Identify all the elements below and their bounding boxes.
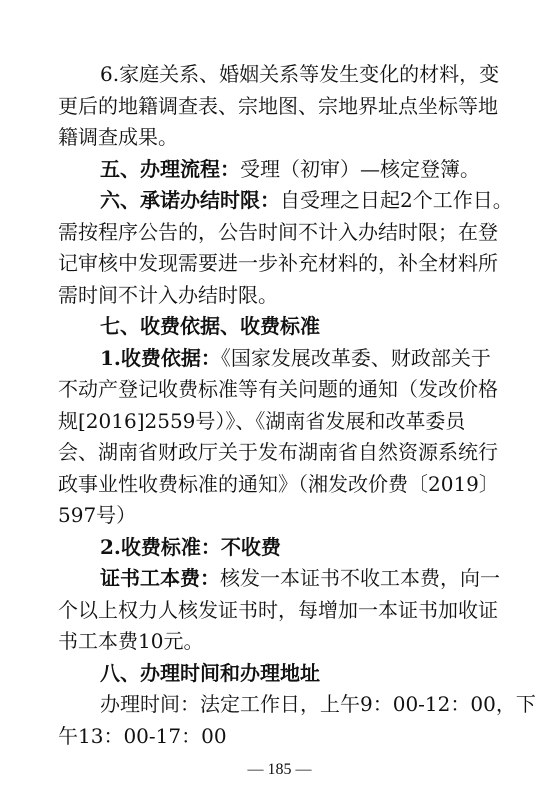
fee-basis-line-6: 597号） <box>58 503 137 527</box>
section-6-label: 六、承诺办结时限： <box>100 188 280 212</box>
section-5-label: 五、办理流程： <box>100 157 240 181</box>
certificate-fee-line-3: 书工本费10元。 <box>58 629 204 653</box>
paragraph-6-line-2: 更后的地籍调查表、宗地图、宗地界址点坐标等地 <box>58 94 498 118</box>
office-hours-line-2: 午13：00-17：00 <box>58 724 227 748</box>
page-number: — 185 — <box>247 761 312 778</box>
fee-basis-line-4: 会、湖南省财政厅关于发布湖南省自然资源系统行 <box>58 440 498 464</box>
fee-basis-label: 1.收费依据： <box>100 346 221 370</box>
section-6-text: 自受理之日起2个工作日。 <box>280 188 513 212</box>
section-8-heading: 八、办理时间和办理地址 <box>100 661 320 685</box>
fee-basis-text: 《国家发展改革委、财政部关于 <box>220 346 491 370</box>
section-6-line-4: 需时间不计入办结时限。 <box>58 283 278 307</box>
certificate-fee-text: 核发一本证书不收工本费，向一 <box>220 566 500 590</box>
certificate-fee-line-2: 个以上权力人核发证书时，每增加一本证书加收证 <box>58 598 498 622</box>
section-6-time-limit <box>100 188 559 212</box>
office-hours-line-1: 办理时间：法定工作日，上午9：00-12：00，下 <box>100 692 536 716</box>
fee-standard-heading: 2.收费标准：不收费 <box>100 535 281 559</box>
paragraph-6-line-1: 6.家庭关系、婚姻关系等发生变化的材料，变 <box>100 62 500 86</box>
section-6-line-2: 需按程序公告的，公告时间不计入办结时限；在登 <box>58 220 498 244</box>
fee-basis-line-3: 规[2016]2559号）》、《湖南省发展和改革委员 <box>58 409 466 433</box>
section-7-heading: 七、收费依据、收费标准 <box>100 314 320 338</box>
paragraph-6-line-3: 籍调查成果。 <box>58 125 178 149</box>
certificate-fee-label: 证书工本费： <box>100 566 220 590</box>
fee-basis-line-5: 政事业性收费标准的通知》（湘发改价费〔2019〕 <box>58 472 499 496</box>
section-6-line-3: 记审核中发现需要进一步补充材料的，补全材料所 <box>58 251 498 275</box>
section-5-text: 受理（初审）—核定登簿。 <box>240 157 480 181</box>
certificate-fee <box>100 566 559 590</box>
fee-basis-line-2: 不动产登记收费标准等有关问题的通知（发改价格 <box>58 377 498 401</box>
fee-basis <box>100 346 559 370</box>
section-5-process <box>100 157 559 181</box>
